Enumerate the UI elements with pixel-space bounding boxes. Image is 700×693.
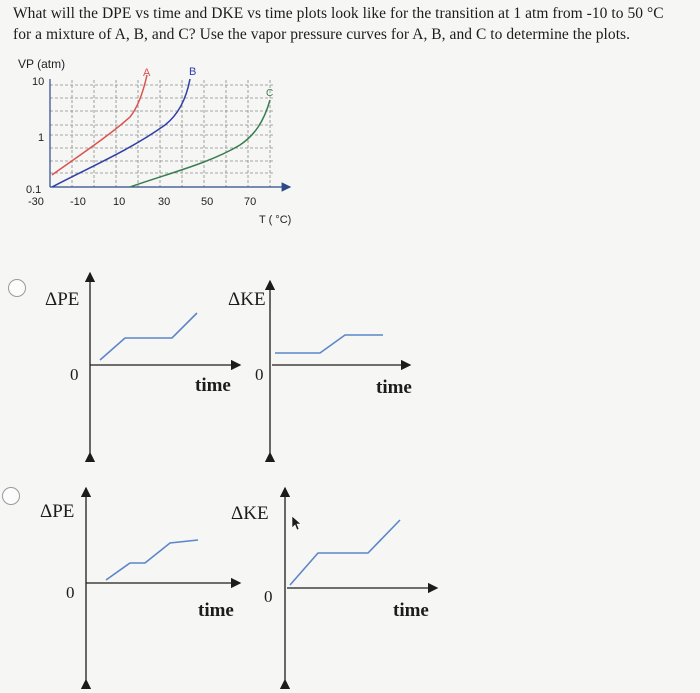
x-tick-70: 70: [244, 196, 257, 208]
y-tick-1: 1: [38, 132, 45, 144]
question-line-2: for a mixture of A, B, and C? Use the vapor pressure curves for A, B, and C to determine the plots.: [13, 26, 631, 43]
pe-zero-label: 0: [70, 365, 79, 384]
y-tick-0.1: 0.1: [26, 184, 42, 196]
ke-ylabel: ΔKE: [231, 503, 269, 524]
pe-ylabel: ΔPE: [45, 289, 80, 310]
question-line-1: What will the DPE vs time and DKE vs time plots look like for the transition at 1 atm from -10 to 50 °C: [13, 5, 664, 22]
x-tick-50: 50: [201, 196, 214, 208]
vapor-pressure-chart: [0, 55, 320, 230]
ke-curve: [275, 335, 383, 353]
ke-xlabel: time: [376, 377, 412, 398]
pe-ylabel: ΔPE: [40, 501, 75, 522]
x-tick-m30: -30: [28, 196, 44, 208]
option-2-ke-plot: [231, 488, 437, 680]
option-1-ke-plot: [228, 281, 412, 453]
series-c-curve: [130, 100, 270, 187]
pe-curve: [100, 313, 197, 360]
option-1-pe-plot: [45, 273, 240, 453]
ke-zero-label: 0: [264, 587, 273, 606]
x-tick-30: 30: [158, 196, 171, 208]
series-b-curve: [52, 79, 190, 187]
ke-zero-label: 0: [255, 365, 264, 384]
option-1-plots: [0, 265, 700, 465]
question-text: [13, 3, 693, 45]
mouse-cursor-icon: [292, 516, 301, 530]
option-2-plots: [0, 480, 700, 693]
chart-ylabel: VP (atm): [18, 57, 66, 71]
ke-ylabel: ΔKE: [228, 289, 266, 310]
series-a-label: A: [143, 67, 151, 79]
chart-xlabel: T ( °C): [259, 214, 292, 226]
pe-xlabel: time: [198, 600, 234, 621]
ke-curve: [290, 520, 400, 585]
x-tick-m10: -10: [70, 196, 86, 208]
pe-xlabel: time: [195, 375, 231, 396]
y-tick-10: 10: [32, 76, 45, 88]
option-2-pe-plot: [40, 488, 240, 680]
series-b-label: B: [189, 66, 197, 78]
x-tick-10: 10: [113, 196, 126, 208]
ke-xlabel: time: [393, 600, 429, 621]
pe-zero-label: 0: [66, 583, 75, 602]
pe-curve: [106, 540, 198, 580]
series-c-label: C: [266, 88, 274, 99]
